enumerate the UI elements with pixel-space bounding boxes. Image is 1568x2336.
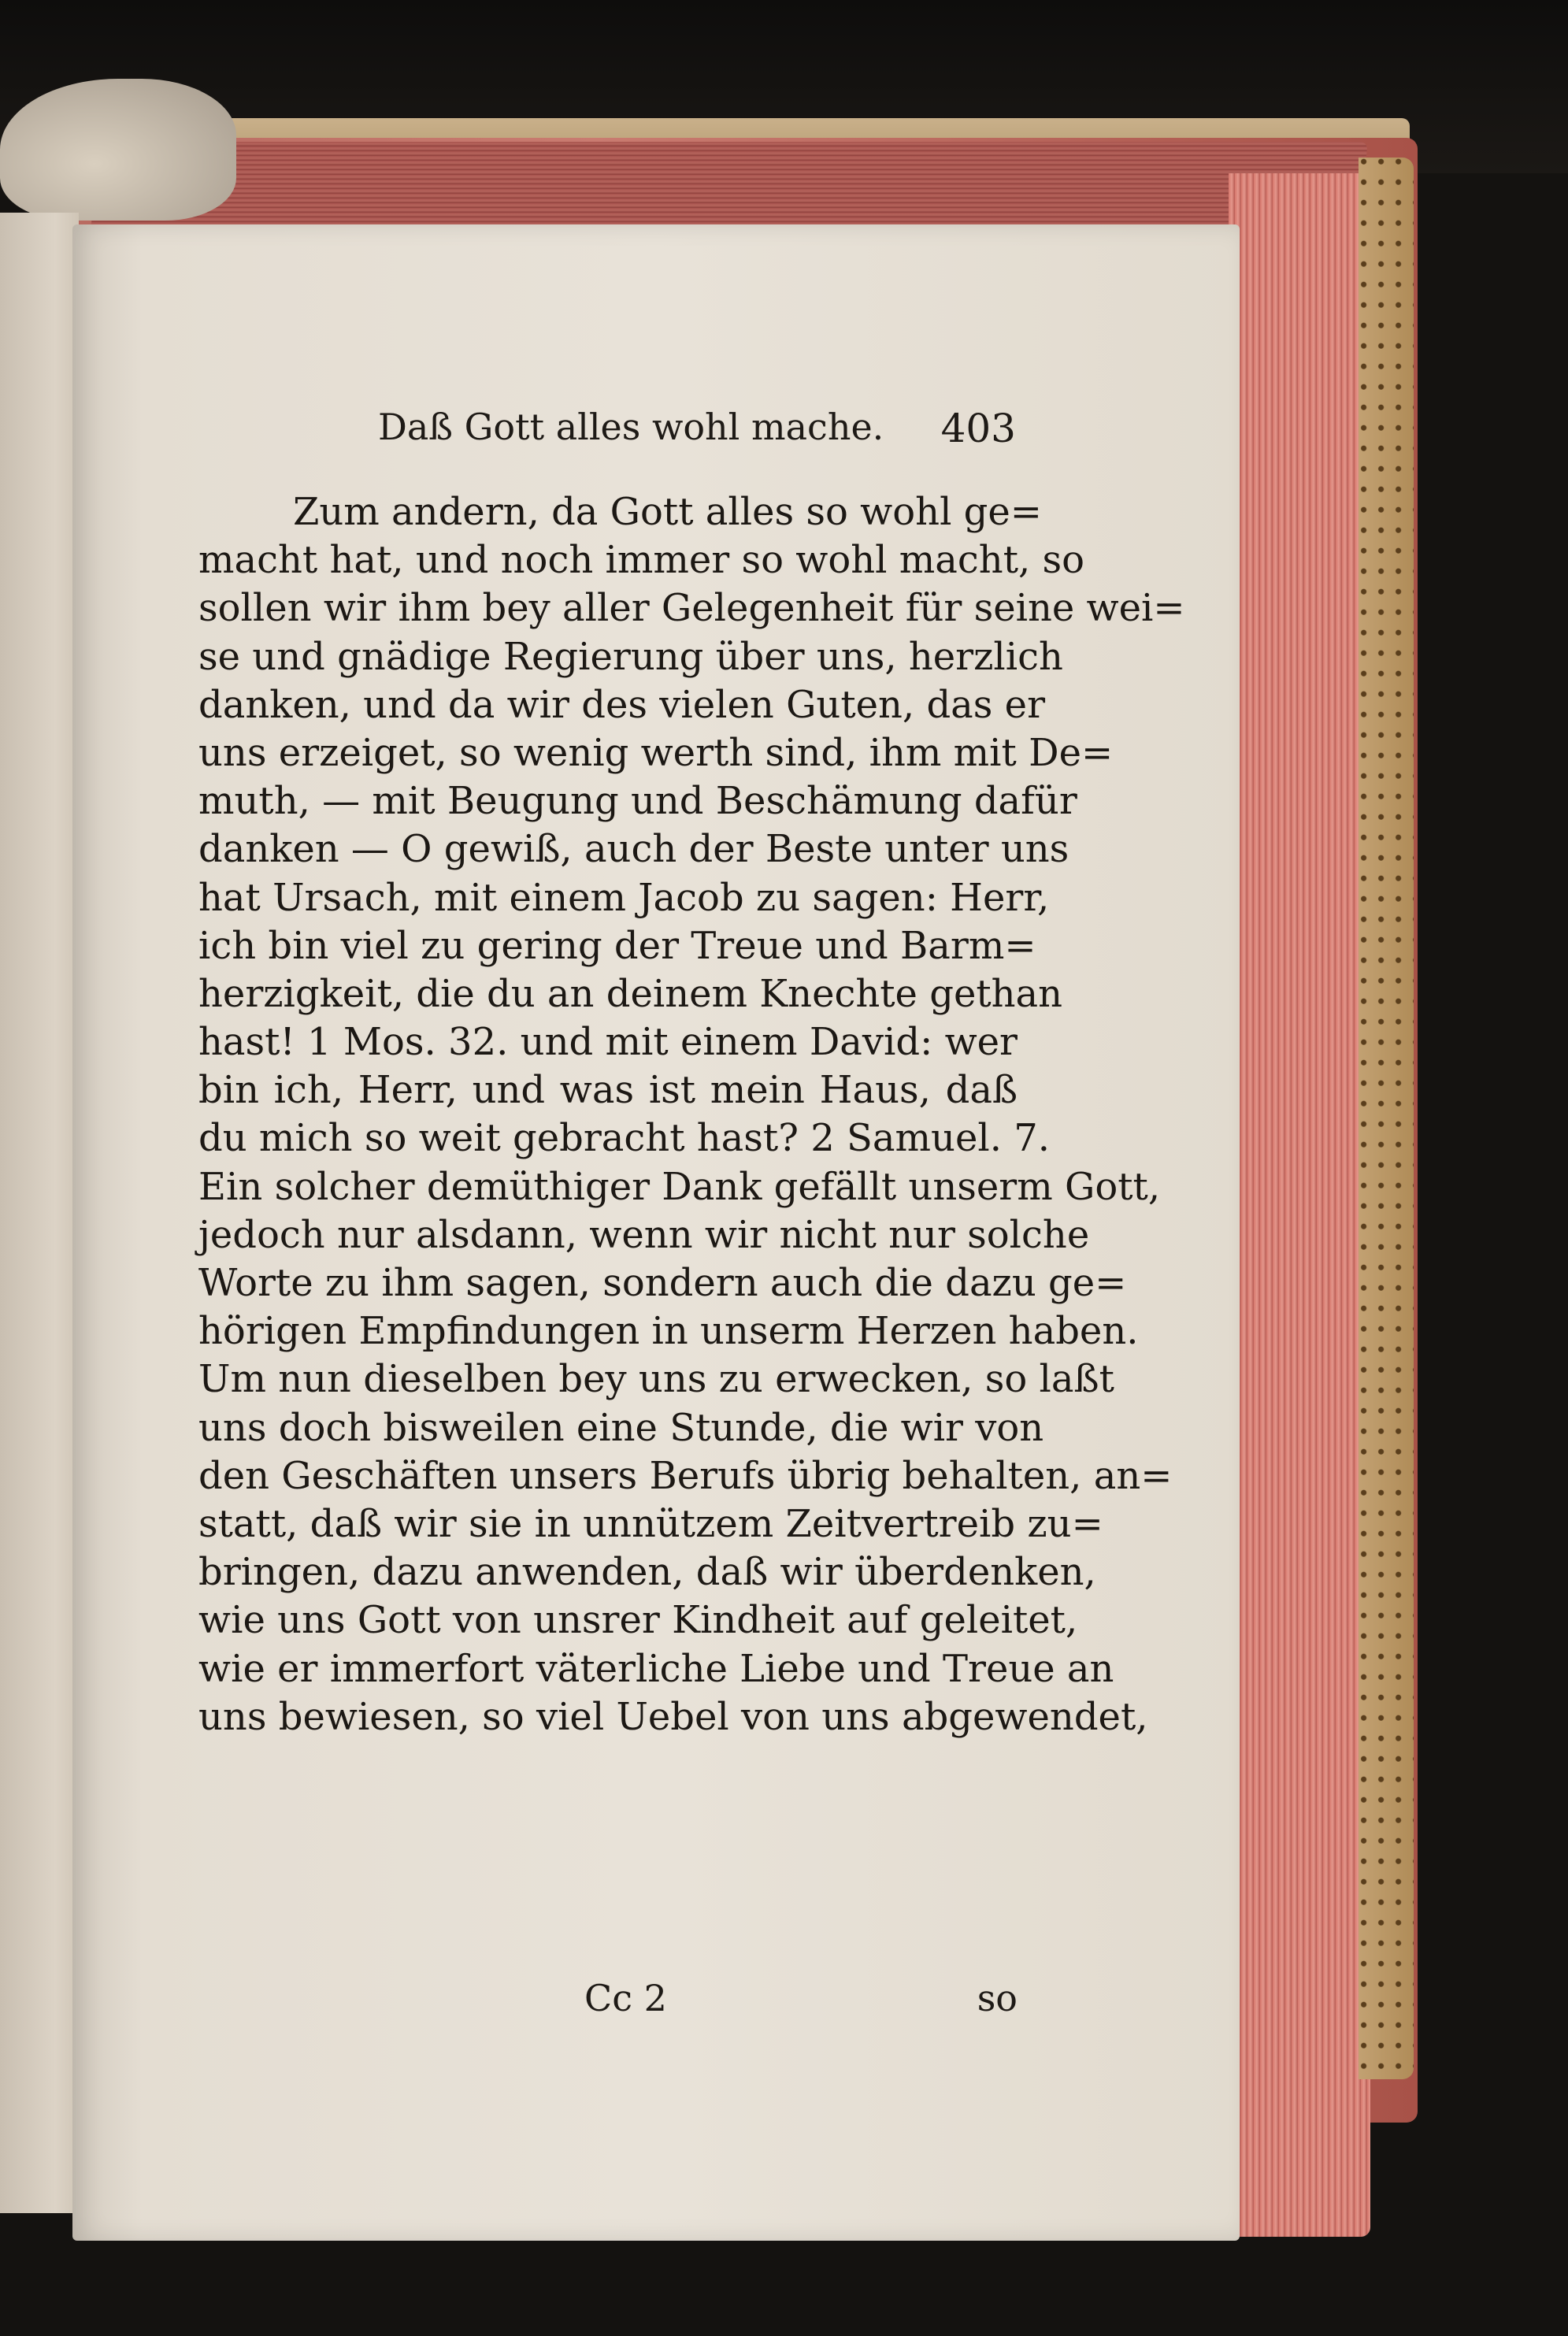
text-line: muth, — mit Beugung und Beschämung dafür [198, 779, 1077, 824]
text-line: danken — O gewiß, auch der Beste unter uns [198, 827, 1069, 872]
text-line: danken, und da wir des vielen Guten, das er [198, 682, 1046, 727]
text-line: bringen, dazu anwenden, daß wir überdenken, [198, 1550, 1096, 1595]
page-number: 403 [940, 406, 1016, 451]
book-cover-right [1359, 158, 1414, 2079]
page-header [378, 406, 1016, 469]
text-line: jedoch nur alsdann, wenn wir nicht nur solche [198, 1212, 1090, 1257]
text-line: Um nun dieselben bey uns zu erwecken, so laßt [198, 1357, 1114, 1402]
text-line: uns bewiesen, so viel Uebel von uns abgewendet, [198, 1694, 1148, 1739]
text-line: macht hat, und noch immer so wohl macht, so [198, 538, 1085, 583]
text-line: Ein solcher demüthiger Dank gefällt unserm Gott, [198, 1164, 1161, 1209]
text-line: ich bin viel zu gering der Treue und Barm= [198, 923, 1036, 968]
text-line: se und gnädige Regierung über uns, herzlich [198, 634, 1063, 679]
text-line: uns doch bisweilen eine Stunde, die wir von [198, 1405, 1044, 1450]
text-line: sollen wir ihm bey aller Gelegenheit für seine wei= [198, 586, 1185, 631]
running-head: Daß Gott alles wohl mache. [378, 406, 884, 448]
page-edges-side [1229, 173, 1370, 2237]
text-line: den Geschäften unsers Berufs übrig behalten, an= [198, 1453, 1173, 1498]
text-line: uns erzeiget, so wenig werth sind, ihm mit De= [198, 730, 1114, 775]
catchword: so [977, 1977, 1018, 2019]
text-line: bin ich, Herr, und was ist mein Haus, daß [198, 1068, 1018, 1113]
text-line: hat Ursach, mit einem Jacob zu sagen: Herr, [198, 875, 1050, 920]
text-line: hast! 1 Mos. 32. und mit einem David: wer [198, 1020, 1018, 1065]
page-footer [198, 1977, 1018, 2032]
body-text [198, 488, 1185, 1741]
text-line: Zum andern, da Gott alles so wohl ge= [293, 490, 1043, 534]
text-line: wie er immerfort väterliche Liebe und Treue an [198, 1646, 1114, 1691]
text-line: hörigen Empfindungen in unserm Herzen haben. [198, 1309, 1139, 1354]
book-spine-corner [0, 79, 236, 221]
text-line: statt, daß wir sie in unnützem Zeitvertreib zu= [198, 1501, 1103, 1546]
text-line: wie uns Gott von unsrer Kindheit auf geleitet, [198, 1598, 1078, 1643]
text-line: du mich so weit gebracht hast? 2 Samuel. 7. [198, 1116, 1051, 1161]
text-line: herzigkeit, die du an deinem Knechte gethan [198, 971, 1063, 1016]
signature-mark: Cc 2 [584, 1977, 667, 2019]
left-page-edge [0, 213, 79, 2213]
text-line: Worte zu ihm sagen, sondern auch die dazu ge= [198, 1261, 1127, 1305]
